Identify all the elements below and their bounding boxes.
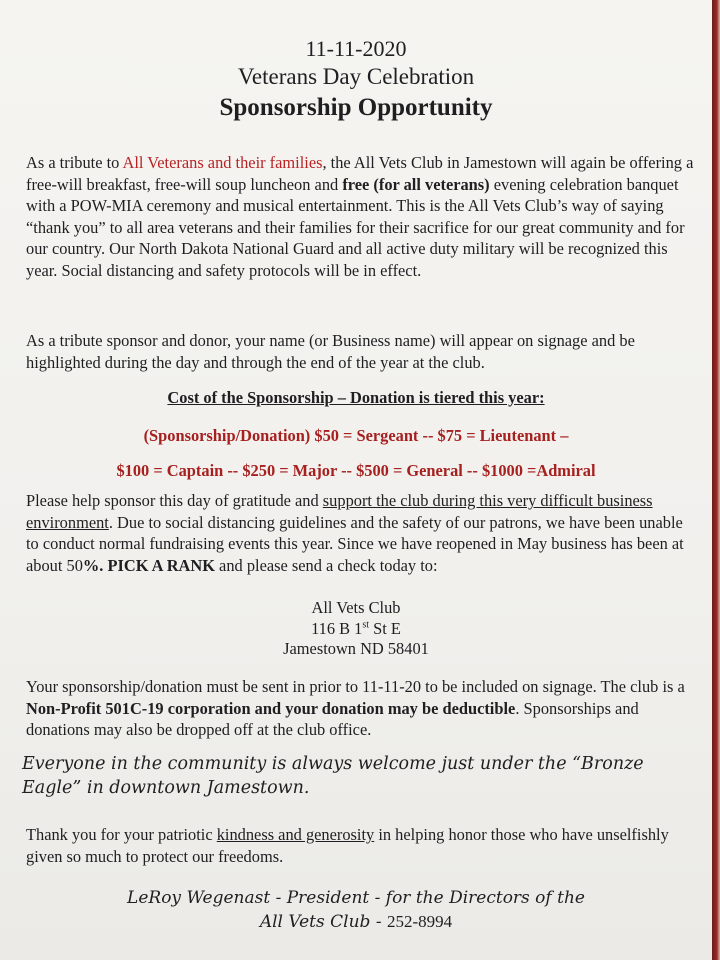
intro-text-middle: , the All Vets Club in Jamestown will again be offering a free-will breakfast, free-will soup luncheon and — [26, 153, 694, 194]
appeal-underlined: support the club during this very difficult business environment — [26, 491, 653, 532]
thanks-paragraph — [26, 824, 696, 867]
appeal-pick-a-rank: %. PICK A RANK — [82, 555, 215, 575]
mailing-address — [0, 598, 712, 660]
street-ordinal: st — [362, 619, 370, 631]
intro-text-end: evening celebration banquet with a POW-MIA ceremony and musical entertainment. This is the All Vets Club’s way of saying “thank you” to all area veterans and their families for their sacrifice for our great community and for our country. Our North Dakota National Guard and all active duty military will be recognized this year. Social distancing and safety protocols will be in effect. — [26, 174, 685, 280]
signature-block — [0, 886, 712, 934]
thanks-underlined: kindness and generosity — [216, 825, 375, 844]
cost-heading: Cost of the Sponsorship – Donation is tiered this year: — [167, 388, 545, 407]
signature-line-1: LeRoy Wegenast - President - for the Directors of the — [127, 888, 585, 908]
intro-for-all-veterans: (for all veterans) — [373, 174, 490, 194]
deadline-paragraph — [26, 676, 696, 741]
thanks-text-start: Thank you for your patriotic — [26, 825, 217, 844]
street-number: 116 B 1 — [311, 618, 363, 638]
background-edge — [712, 0, 720, 960]
deadline-nonprofit: Non-Profit 501C-19 corporation and your donation may be deductible — [26, 698, 516, 718]
deadline-text-end: . Sponsorships and donations may also be dropped off at the club office. — [26, 698, 639, 740]
event-title: Veterans Day Celebration — [237, 64, 475, 89]
tier-line-1: (Sponsorship/Donation) $50 = Sergeant -- $75 = Lieutenant – — [143, 426, 569, 445]
signature-club: All Vets Club - — [259, 912, 387, 932]
deadline-text-start: Your sponsorship/donation must be sent in prior to 11-11-20 to be included on signage. The club is a — [26, 677, 685, 696]
appeal-text-end: and please send a check today to: — [214, 555, 438, 575]
intro-highlight: All Veterans and their families — [122, 153, 323, 172]
address-city: Jamestown ND 58401 — [283, 639, 429, 658]
thanks-text-end: in helping honor those who have unselfishly given so much to protect our freedoms. — [26, 825, 669, 866]
signature-line-2 — [0, 910, 712, 934]
appeal-paragraph — [26, 490, 696, 576]
intro-paragraph — [26, 152, 696, 282]
address-street — [0, 619, 712, 640]
phone-number: 252-8994 — [386, 912, 453, 931]
sponsor-paragraph: As a tribute sponsor and donor, your name (or Business name) will appear on signage and be highlighted during the day and through the end of the year at the club. — [26, 331, 635, 372]
page-title: Sponsorship Opportunity — [219, 94, 493, 121]
event-date: 11-11-2020 — [305, 36, 407, 61]
tier-line-2: $100 = Captain -- $250 = Major -- $500 = General -- $1000 =Admiral — [116, 461, 596, 480]
welcome-note: Everyone in the community is always welcome just under the “Bronze Eagle” in downtown Jamestown. — [22, 754, 644, 798]
appeal-text-start: Please help sponsor this day of gratitude and — [26, 491, 323, 510]
intro-text-start: As a tribute to — [26, 153, 123, 172]
street-name: St E — [369, 618, 401, 638]
address-name: All Vets Club — [311, 598, 401, 617]
intro-free: free — [342, 174, 370, 194]
appeal-text-middle: . Due to social distancing guidelines and the safety of our patrons, we have been unable to conduct normal fundraising events this year. Since we have reopened in May business has been at about 50 — [26, 512, 684, 575]
